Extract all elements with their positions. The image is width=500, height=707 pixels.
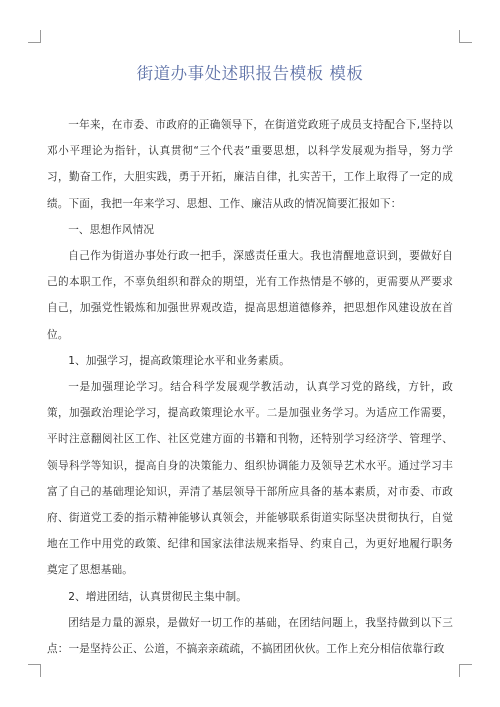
crop-mark-top-left bbox=[28, 30, 41, 43]
paragraph-study: 一是加强理论学习。结合科学发展观学教活动，认真学习党的路线，方针，政策，加强政治理论学习，提高政策理论水平。二是加强业务学习。为适应工作需要，平时注意翻阅社区工作、社区党建方面的书籍和刊物，还特别学习经济学、管理学、领导科学等知识，提高自身的决策能力、组织协调能力及领导艺术水平。通过学习丰富了自己的基础理论知识，弄清了基层领导干部所应具备的基本素质，对市委、市政府、街道党工委的指示精神能够认真领会，并能够联系街道实际坚决贯彻执行，自觉地在工作中用党的政策、纪律和国家法律法规来指导、约束自己，为更好地履行职务奠定了思想基础。 bbox=[47, 381, 453, 577]
section-heading-thought-style: 一、思想作风情况 bbox=[68, 223, 155, 236]
paragraph-intro: 一年来，在市委、市政府的正确领导下，在街道党政班子成员支持配合下,坚持以邓小平理论为指针，认真贯彻“三个代表”重要思想，以科学发展观为指导，努力学习，勤奋工作，大胆实践，勇于开拓，廉洁自律，扎实苦干，工作上取得了一定的成绩。下面，我把一年来学习、思想、工作、廉洁从政的情况简要汇报如下： bbox=[47, 119, 453, 210]
paragraph-unity: 团结是力量的源泉，是做好一切工作的基础，在团结问题上，我坚持做到以下三点：一是坚持公正、公道，不搞亲亲疏疏，不搞团团伙伙。工作上充分相信依靠行政 bbox=[47, 616, 453, 656]
document-body bbox=[47, 112, 453, 662]
crop-mark-bottom-right bbox=[459, 664, 472, 677]
paragraph-thought-style: 自己作为街道办事处行政一把手，深感责任重大。我也清醒地意识到，要做好自己的本职工作，不辜负组织和群众的期望，光有工作热情是不够的，更需要从严要求自己，加强党性锻炼和加强世界观改造，提高思想道德修养，把思想作风建设放在首位。 bbox=[47, 250, 453, 341]
document-title: 街道办事处述职报告模板 模板 bbox=[136, 64, 364, 83]
crop-mark-top-right bbox=[459, 30, 472, 43]
subsection-heading-study: 1、加强学习，提高政策理论水平和业务素质。 bbox=[68, 354, 290, 367]
crop-mark-bottom-left bbox=[28, 664, 41, 677]
subsection-heading-unity: 2、增进团结，认真贯彻民主集中制。 bbox=[68, 590, 247, 603]
